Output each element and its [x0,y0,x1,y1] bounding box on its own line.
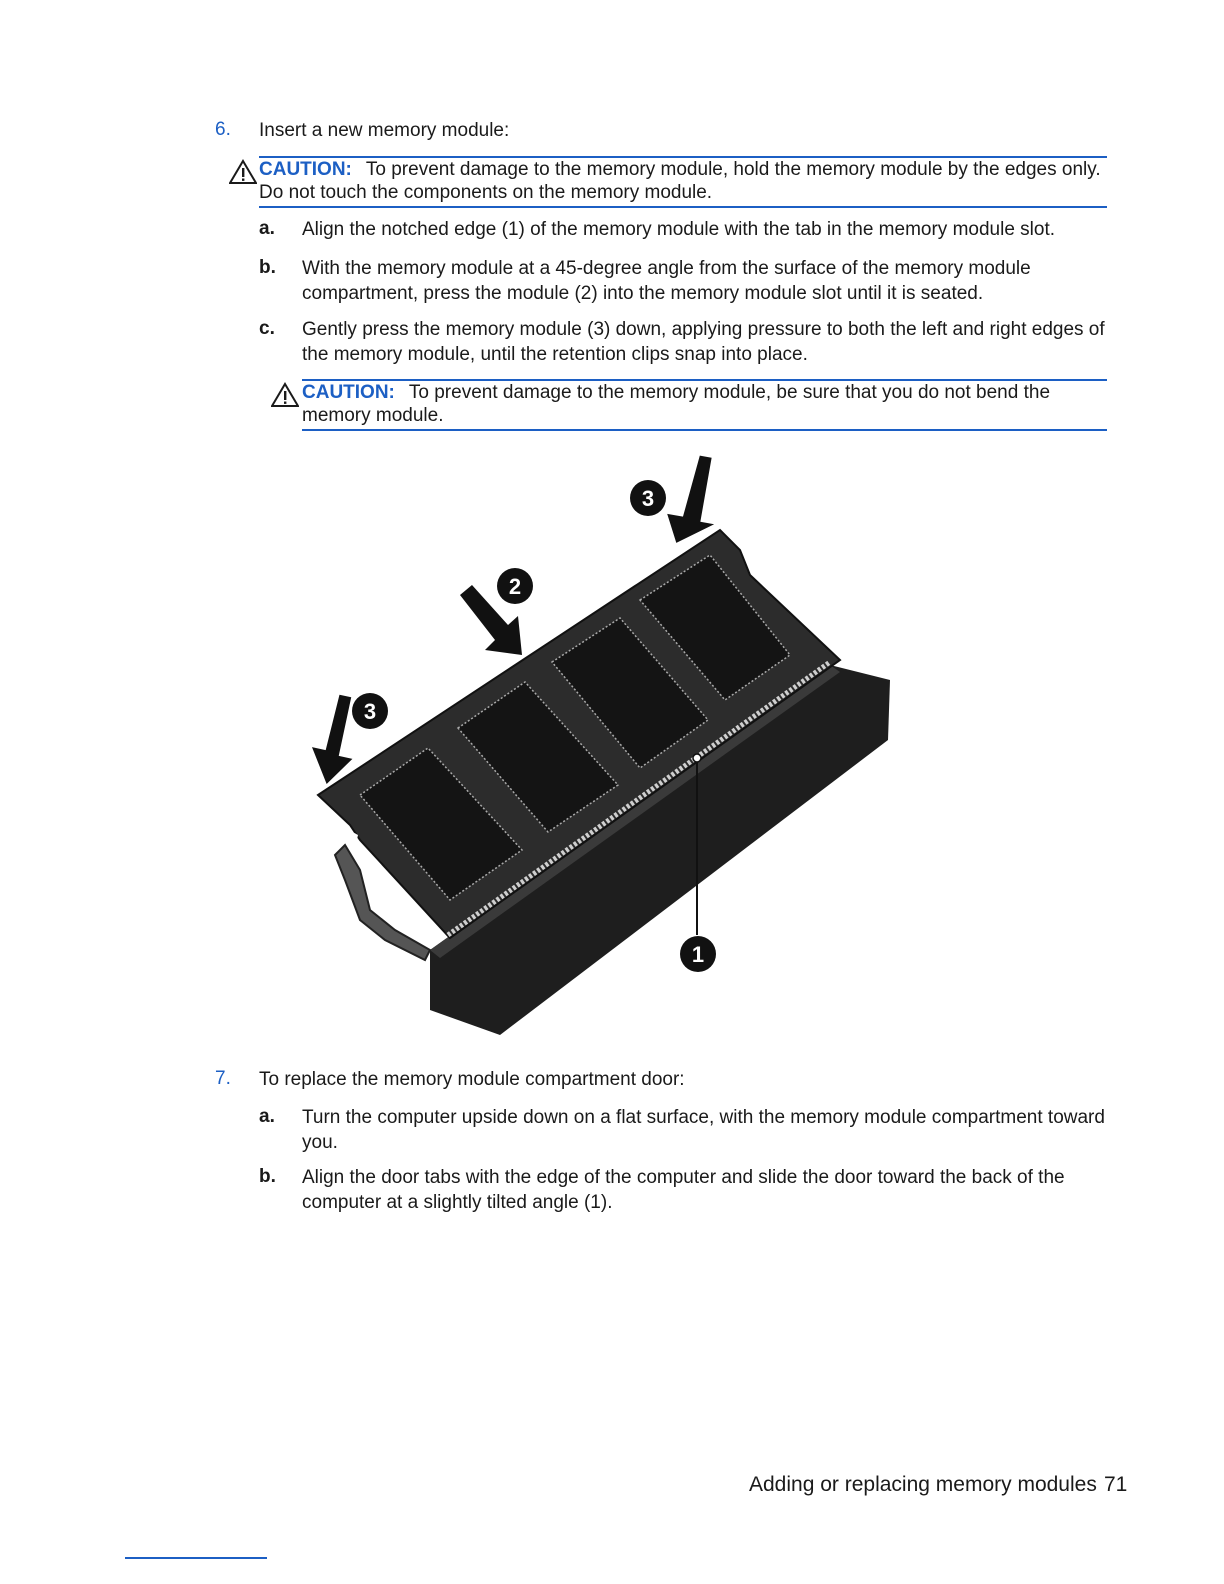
caution-label: CAUTION: [302,382,395,403]
warning-icon [271,382,299,408]
step-6-number: 6. [215,119,231,140]
substep-letter: c. [259,318,275,339]
substep-letter: a. [259,1106,275,1127]
step-6-text: Insert a new memory module: [259,120,510,141]
substep-text: Align the door tabs with the edge of the computer and slide the door toward the back of the computer at a slightly tilted angle (1). [302,1167,1065,1213]
substep-text: With the memory module at a 45-degree angle from the surface of the memory module compartment, press the module (2) into the memory module slot until it is seated. [302,258,1031,304]
warning-icon [229,159,257,185]
step-7-text: To replace the memory module compartment door: [259,1069,685,1090]
callout-number: 2 [508,574,522,599]
substep-text: Gently press the memory module (3) down, applying pressure to both the left and right edges of the memory module, until the retention clips snap into place. [302,319,1105,365]
substep-text: Align the notched edge (1) of the memory module with the tab in the memory module slot. [302,219,1056,240]
substep-text: Turn the computer upside down on a flat surface, with the memory module compartment toward you. [302,1107,1105,1153]
caution-box [259,156,1107,208]
substep-letter: b. [259,257,276,278]
page-number: 71 [1104,1473,1128,1496]
substep-letter: b. [259,1166,276,1187]
footer-rule [125,1557,267,1559]
callout-number: 1 [691,942,705,967]
substep-letter: a. [259,218,275,239]
caution-text: To prevent damage to the memory module, hold the memory module by the edges only. Do not touch the components on the memory module. [259,159,1101,203]
step-7-number: 7. [215,1068,231,1089]
callout-number: 3 [363,699,377,724]
caution-label: CAUTION: [259,159,352,180]
caution-text: To prevent damage to the memory module, be sure that you do not bend the memory module. [302,382,1051,426]
caution-box [302,379,1107,431]
memory-module-illustration [300,450,900,1040]
footer-section-title: Adding or replacing memory modules [749,1473,1097,1496]
callout-number: 3 [641,486,655,511]
